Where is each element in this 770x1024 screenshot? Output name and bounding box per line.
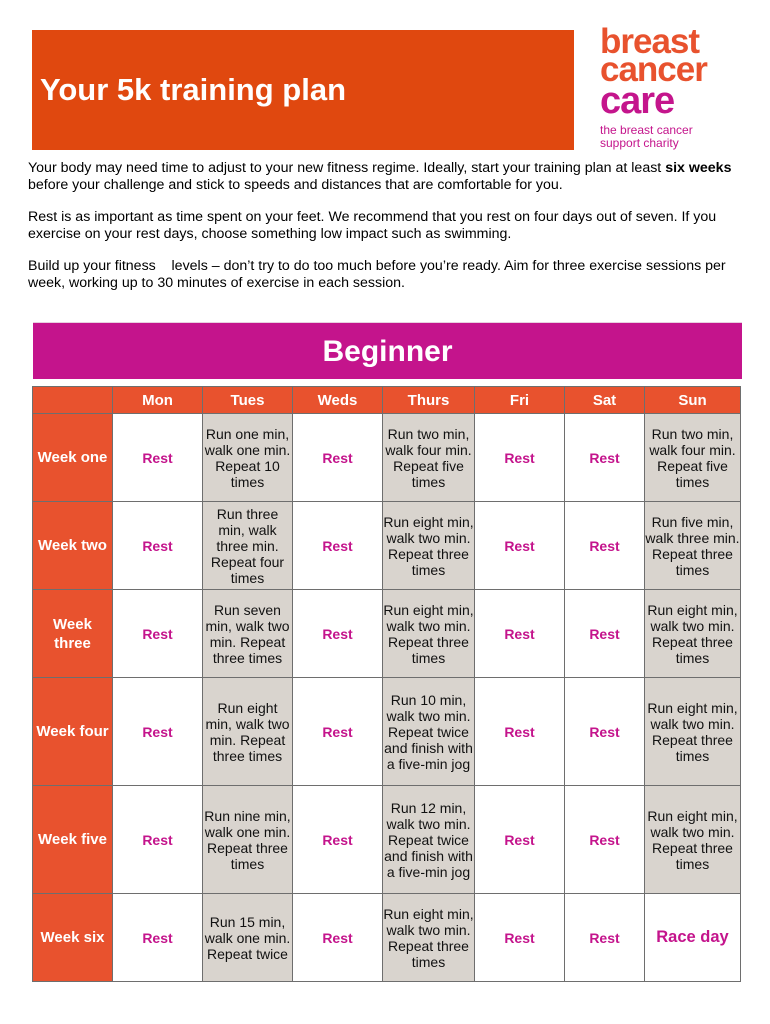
cell-sat: Rest bbox=[565, 502, 645, 590]
table-header-row bbox=[33, 387, 741, 414]
week-label: Week three bbox=[33, 590, 113, 678]
cell-weds: Rest bbox=[293, 502, 383, 590]
cell-fri: Rest bbox=[475, 678, 565, 786]
cell-mon: Rest bbox=[113, 502, 203, 590]
cell-thurs: Run 10 min, walk two min. Repeat twice and finish with a five-min jog bbox=[383, 678, 475, 786]
cell-tues: Run nine min, walk one min. Repeat three times bbox=[203, 786, 293, 894]
cell-sat: Rest bbox=[565, 786, 645, 894]
table-row bbox=[33, 502, 741, 590]
intro-p1-bold: six weeks bbox=[665, 160, 732, 176]
table-row bbox=[33, 894, 741, 982]
header-thurs: Thurs bbox=[383, 387, 475, 414]
intro-p1-end: before your challenge and stick to speeds and distances that are comfortable for you. bbox=[28, 177, 563, 193]
header-sun: Sun bbox=[645, 387, 741, 414]
intro-paragraph-3: Build up your fitness levels – don’t try to do too much before you’re ready. Aim for three exercise sessions per week, working up to 30 minutes of exercise in each session. bbox=[28, 258, 730, 291]
cell-weds: Rest bbox=[293, 678, 383, 786]
cell-sat: Rest bbox=[565, 590, 645, 678]
intro-paragraph-2: Rest is as important as time spent on your feet. We recommend that you rest on four days out of seven. If you exercise on your rest days, choose something low impact such as swimming. bbox=[28, 209, 717, 242]
cell-weds: Rest bbox=[293, 786, 383, 894]
cell-tues: Run 15 min, walk one min. Repeat twice bbox=[203, 894, 293, 982]
intro-p1-start: Your body may need time to adjust to your new fitness regime. Ideally, start your training plan at least bbox=[28, 160, 666, 176]
cell-thurs: Run two min, walk four min. Repeat five times bbox=[383, 414, 475, 502]
section-banner bbox=[33, 322, 742, 379]
cell-sun: Run eight min, walk two min. Repeat three times bbox=[645, 786, 741, 894]
cell-tues: Run three min, walk three min. Repeat four times bbox=[203, 502, 293, 590]
header-tues: Tues bbox=[203, 387, 293, 414]
cell-thurs: Run eight min, walk two min. Repeat three times bbox=[383, 502, 475, 590]
cell-thurs: Run eight min, walk two min. Repeat three times bbox=[383, 590, 475, 678]
cell-weds: Rest bbox=[293, 894, 383, 982]
cell-sat: Rest bbox=[565, 414, 645, 502]
cell-weds: Rest bbox=[293, 414, 383, 502]
week-label: Week five bbox=[33, 786, 113, 894]
logo-tagline-2: support charity bbox=[600, 136, 679, 150]
charity-logo bbox=[600, 22, 750, 150]
cell-fri: Rest bbox=[475, 590, 565, 678]
cell-mon: Rest bbox=[113, 786, 203, 894]
week-label: Week two bbox=[33, 502, 113, 590]
cell-mon: Rest bbox=[113, 590, 203, 678]
header-sat: Sat bbox=[565, 387, 645, 414]
week-label: Week four bbox=[33, 678, 113, 786]
cell-sat: Rest bbox=[565, 678, 645, 786]
logo-word-breast: breast bbox=[600, 22, 700, 61]
cell-sun: Run eight min, walk two min. Repeat three times bbox=[645, 590, 741, 678]
cell-tues: Run one min, walk one min. Repeat 10 times bbox=[203, 414, 293, 502]
header-corner bbox=[33, 387, 113, 414]
cell-sun: Run two min, walk four min. Repeat five times bbox=[645, 414, 741, 502]
header-fri: Fri bbox=[475, 387, 565, 414]
cell-mon: Rest bbox=[113, 414, 203, 502]
training-plan-table bbox=[32, 386, 741, 982]
week-label: Week six bbox=[33, 894, 113, 982]
table-row bbox=[33, 786, 741, 894]
cell-sun: Run five min, walk three min. Repeat three times bbox=[645, 502, 741, 590]
intro-paragraph-1 bbox=[28, 160, 748, 194]
cell-sun-race-day: Race day bbox=[645, 894, 741, 982]
cell-mon: Rest bbox=[113, 678, 203, 786]
header-mon: Mon bbox=[113, 387, 203, 414]
week-label: Week one bbox=[33, 414, 113, 502]
logo-word-care: care bbox=[600, 80, 675, 122]
cell-fri: Rest bbox=[475, 502, 565, 590]
section-title: Beginner bbox=[322, 335, 453, 368]
cell-fri: Rest bbox=[475, 894, 565, 982]
cell-thurs: Run eight min, walk two min. Repeat three times bbox=[383, 894, 475, 982]
cell-weds: Rest bbox=[293, 590, 383, 678]
table-row bbox=[33, 678, 741, 786]
logo-word-cancer: cancer bbox=[600, 50, 707, 89]
cell-fri: Rest bbox=[475, 786, 565, 894]
page-title: Your 5k training plan bbox=[40, 72, 347, 107]
header-weds: Weds bbox=[293, 387, 383, 414]
table-row bbox=[33, 414, 741, 502]
cell-fri: Rest bbox=[475, 414, 565, 502]
cell-sun: Run eight min, walk two min. Repeat three times bbox=[645, 678, 741, 786]
cell-sat: Rest bbox=[565, 894, 645, 982]
cell-tues: Run seven min, walk two min. Repeat three times bbox=[203, 590, 293, 678]
cell-tues: Run eight min, walk two min. Repeat three times bbox=[203, 678, 293, 786]
cell-mon: Rest bbox=[113, 894, 203, 982]
cell-thurs: Run 12 min, walk two min. Repeat twice and finish with a five-min jog bbox=[383, 786, 475, 894]
logo-tagline-1: the breast cancer bbox=[600, 123, 693, 137]
intro-text bbox=[28, 160, 748, 307]
table-row bbox=[33, 590, 741, 678]
